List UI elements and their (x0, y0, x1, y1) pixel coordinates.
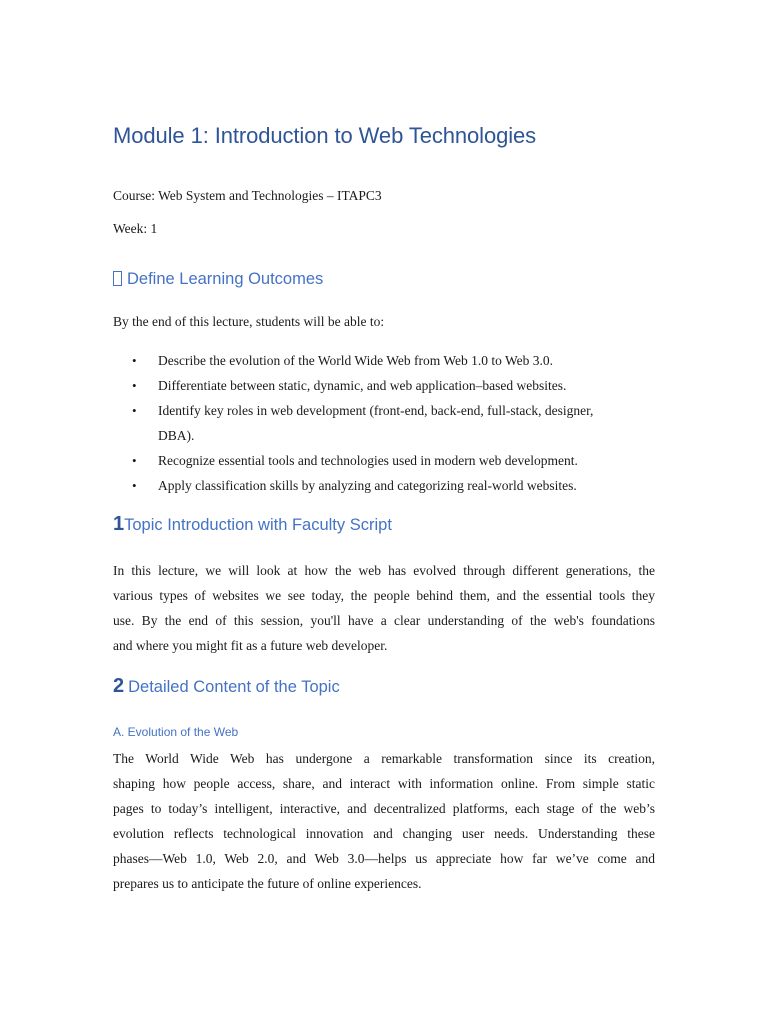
intro-paragraph (113, 558, 655, 658)
list-item-text: DBA). (158, 428, 195, 443)
paragraph-line: shaping how people access, share, and interact with information online. From simple static (113, 776, 655, 791)
heading-detailed-content (113, 675, 340, 698)
paragraph-line: evolution reflects technological innovation and changing user needs. Understanding these (113, 826, 655, 841)
list-item (113, 398, 655, 448)
paragraph-line: and where you might fit as a future web developer. (113, 638, 388, 653)
heading-detailed-content-text: Detailed Content of the Topic (128, 678, 340, 696)
list-item-text: Apply classification skills by analyzing and categorizing real-world websites. (158, 478, 577, 493)
bullet-icon: • (132, 403, 137, 418)
paragraph-line: pages to today’s intelligent, interactive, and decentralized platforms, each stage of the web’s (113, 801, 655, 816)
list-item-text: Differentiate between static, dynamic, and web application–based websites. (158, 378, 567, 393)
paragraph-line: various types of websites we see today, the people behind them, and the essential tools they (113, 588, 655, 603)
heading-topic-introduction-text: Topic Introduction with Faculty Script (124, 516, 392, 534)
bullet-icon: • (132, 378, 137, 393)
missing-glyph-icon (113, 271, 122, 286)
list-item (113, 373, 655, 398)
list-item-text: Recognize essential tools and technologies used in modern web development. (158, 453, 578, 468)
paragraph-line: use. By the end of this session, you'll have a clear understanding of the web's foundations (113, 613, 655, 628)
bullet-icon: • (132, 353, 137, 368)
list-item (113, 473, 655, 498)
heading-learning-outcomes-text: Define Learning Outcomes (127, 270, 324, 288)
week-line: Week: 1 (113, 221, 158, 236)
outcomes-intro: By the end of this lecture, students will be able to: (113, 314, 385, 329)
bullet-icon: • (132, 478, 137, 493)
list-item-text: Identify key roles in web development (front-end, back-end, full-stack, designer, (158, 403, 594, 418)
bullet-icon: • (132, 453, 137, 468)
document-title: Module 1: Introduction to Web Technologies (113, 123, 537, 148)
heading-learning-outcomes (113, 269, 323, 289)
paragraph-line: prepares us to anticipate the future of online experiences. (113, 876, 422, 891)
paragraph-line: The World Wide Web has undergone a remarkable transformation since its creation, (113, 751, 655, 766)
list-item-text: Describe the evolution of the World Wide Web from Web 1.0 to Web 3.0. (158, 353, 554, 368)
section-number: 1 (113, 513, 125, 535)
paragraph-line: In this lecture, we will look at how the web has evolved through different generations, the (113, 563, 655, 578)
heading-topic-introduction (113, 513, 392, 536)
course-line: Course: Web System and Technologies – ITAPC3 (113, 188, 382, 203)
section-number: 2 (113, 675, 125, 697)
list-item (113, 448, 655, 473)
outcomes-list (113, 348, 655, 498)
subheading-evolution: A. Evolution of the Web (113, 725, 239, 739)
evolution-paragraph (113, 746, 655, 896)
list-item (113, 348, 655, 373)
paragraph-line: phases—Web 1.0, Web 2.0, and Web 3.0—helps us appreciate how far we’ve come and (113, 851, 655, 866)
